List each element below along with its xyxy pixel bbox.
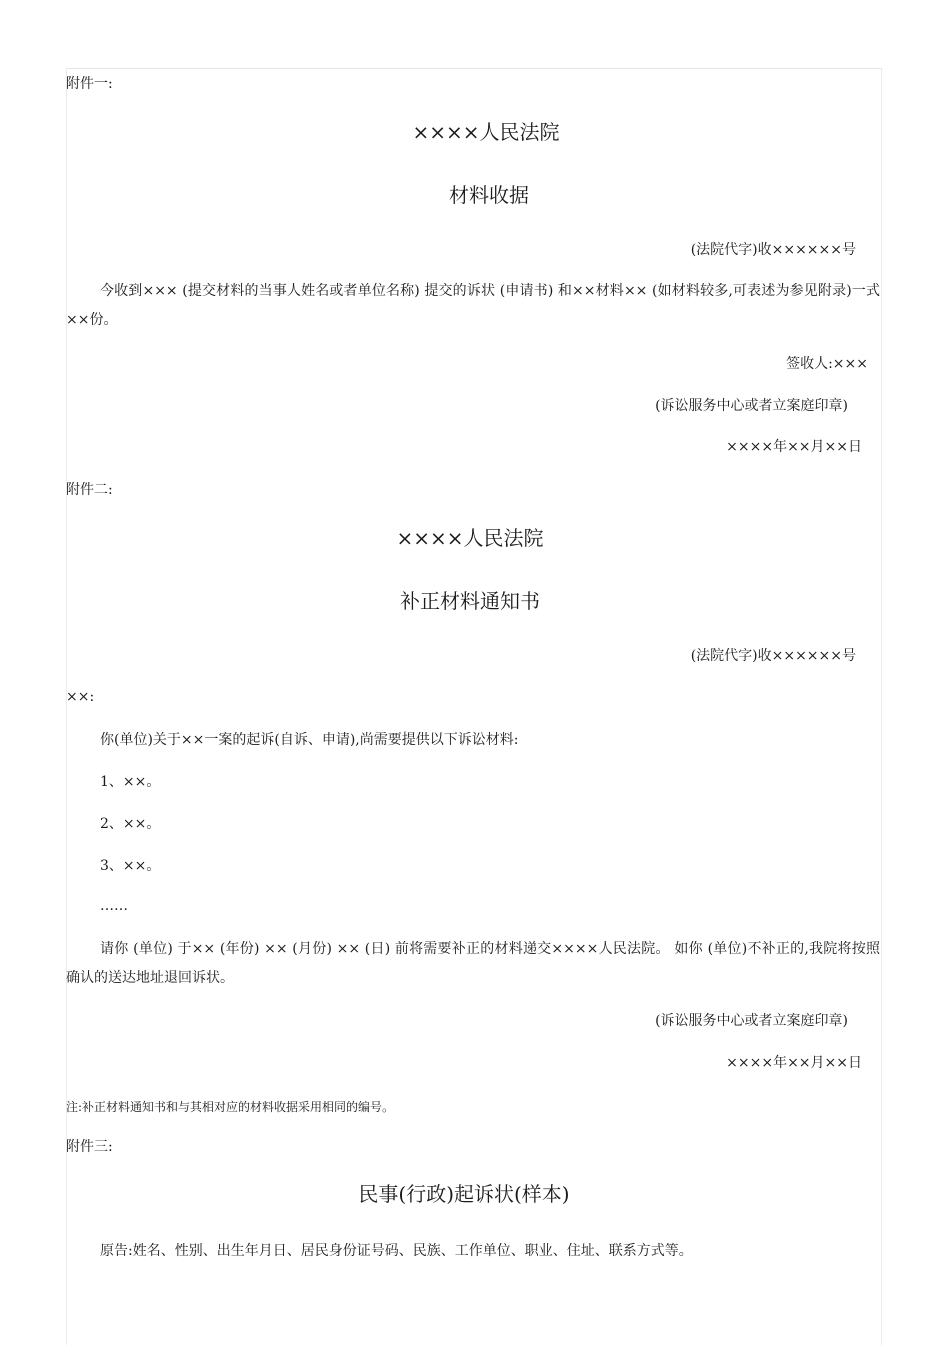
attachment2-body: 请你 (单位) 于×× (年份) ×× (月份) ×× (日) 前将需要补正的材料递交××××人民法院。 如你 (单位)不补正的,我院将按照确认的送达地址退回诉状。: [66, 941, 880, 986]
attachment2-ellipsis: ……: [100, 898, 128, 914]
attachment1-number: (法院代字)收××××××号: [690, 242, 856, 258]
attachment2-number: (法院代字)收××××××号: [690, 648, 856, 664]
attachment2-seal: (诉讼服务中心或者立案庭印章): [655, 1013, 848, 1029]
attachment1-seal: (诉讼服务中心或者立案庭印章): [655, 398, 848, 414]
page-frame: [66, 68, 882, 1345]
attachment3-label: 附件三:: [66, 1139, 113, 1155]
attachment1-date: ××××年××月××日: [726, 439, 862, 455]
attachment2-label: 附件二:: [66, 482, 113, 498]
attachment2-note: 注:补正材料通知书和与其相对应的材料收据采用相同的编号。: [66, 1100, 395, 1114]
attachment2-item-1: 1、××。: [100, 774, 161, 790]
attachment2-item-3: 3、××。: [100, 858, 161, 874]
attachment3-doc-title: 民事(行政)起诉状(样本): [358, 1182, 570, 1206]
attachment2-doc-title: 补正材料通知书: [400, 589, 540, 613]
attachment1-signer: 签收人:×××: [786, 356, 868, 372]
attachment2-court-title: ××××人民法院: [396, 526, 544, 550]
attachment3-plaintiff: 原告:姓名、性别、出生年月日、居民身份证号码、民族、工作单位、职业、住址、联系方式等。: [100, 1243, 693, 1259]
attachment1-label: 附件一:: [66, 76, 113, 92]
attachment2-intro: 你(单位)关于××一案的起诉(自诉、申请),尚需要提供以下诉讼材料:: [100, 732, 519, 748]
attachment2-item-2: 2、××。: [100, 816, 161, 832]
attachment1-body: 今收到××× (提交材料的当事人姓名或者单位名称) 提交的诉状 (申请书) 和××材料×× (如材料较多,可表述为参见附录)一式××份。: [66, 283, 880, 328]
attachment2-addressee: ××:: [66, 689, 95, 705]
attachment1-doc-title: 材料收据: [449, 183, 529, 207]
attachment2-date: ××××年××月××日: [726, 1055, 862, 1071]
attachment1-court-title: ××××人民法院: [412, 120, 560, 144]
